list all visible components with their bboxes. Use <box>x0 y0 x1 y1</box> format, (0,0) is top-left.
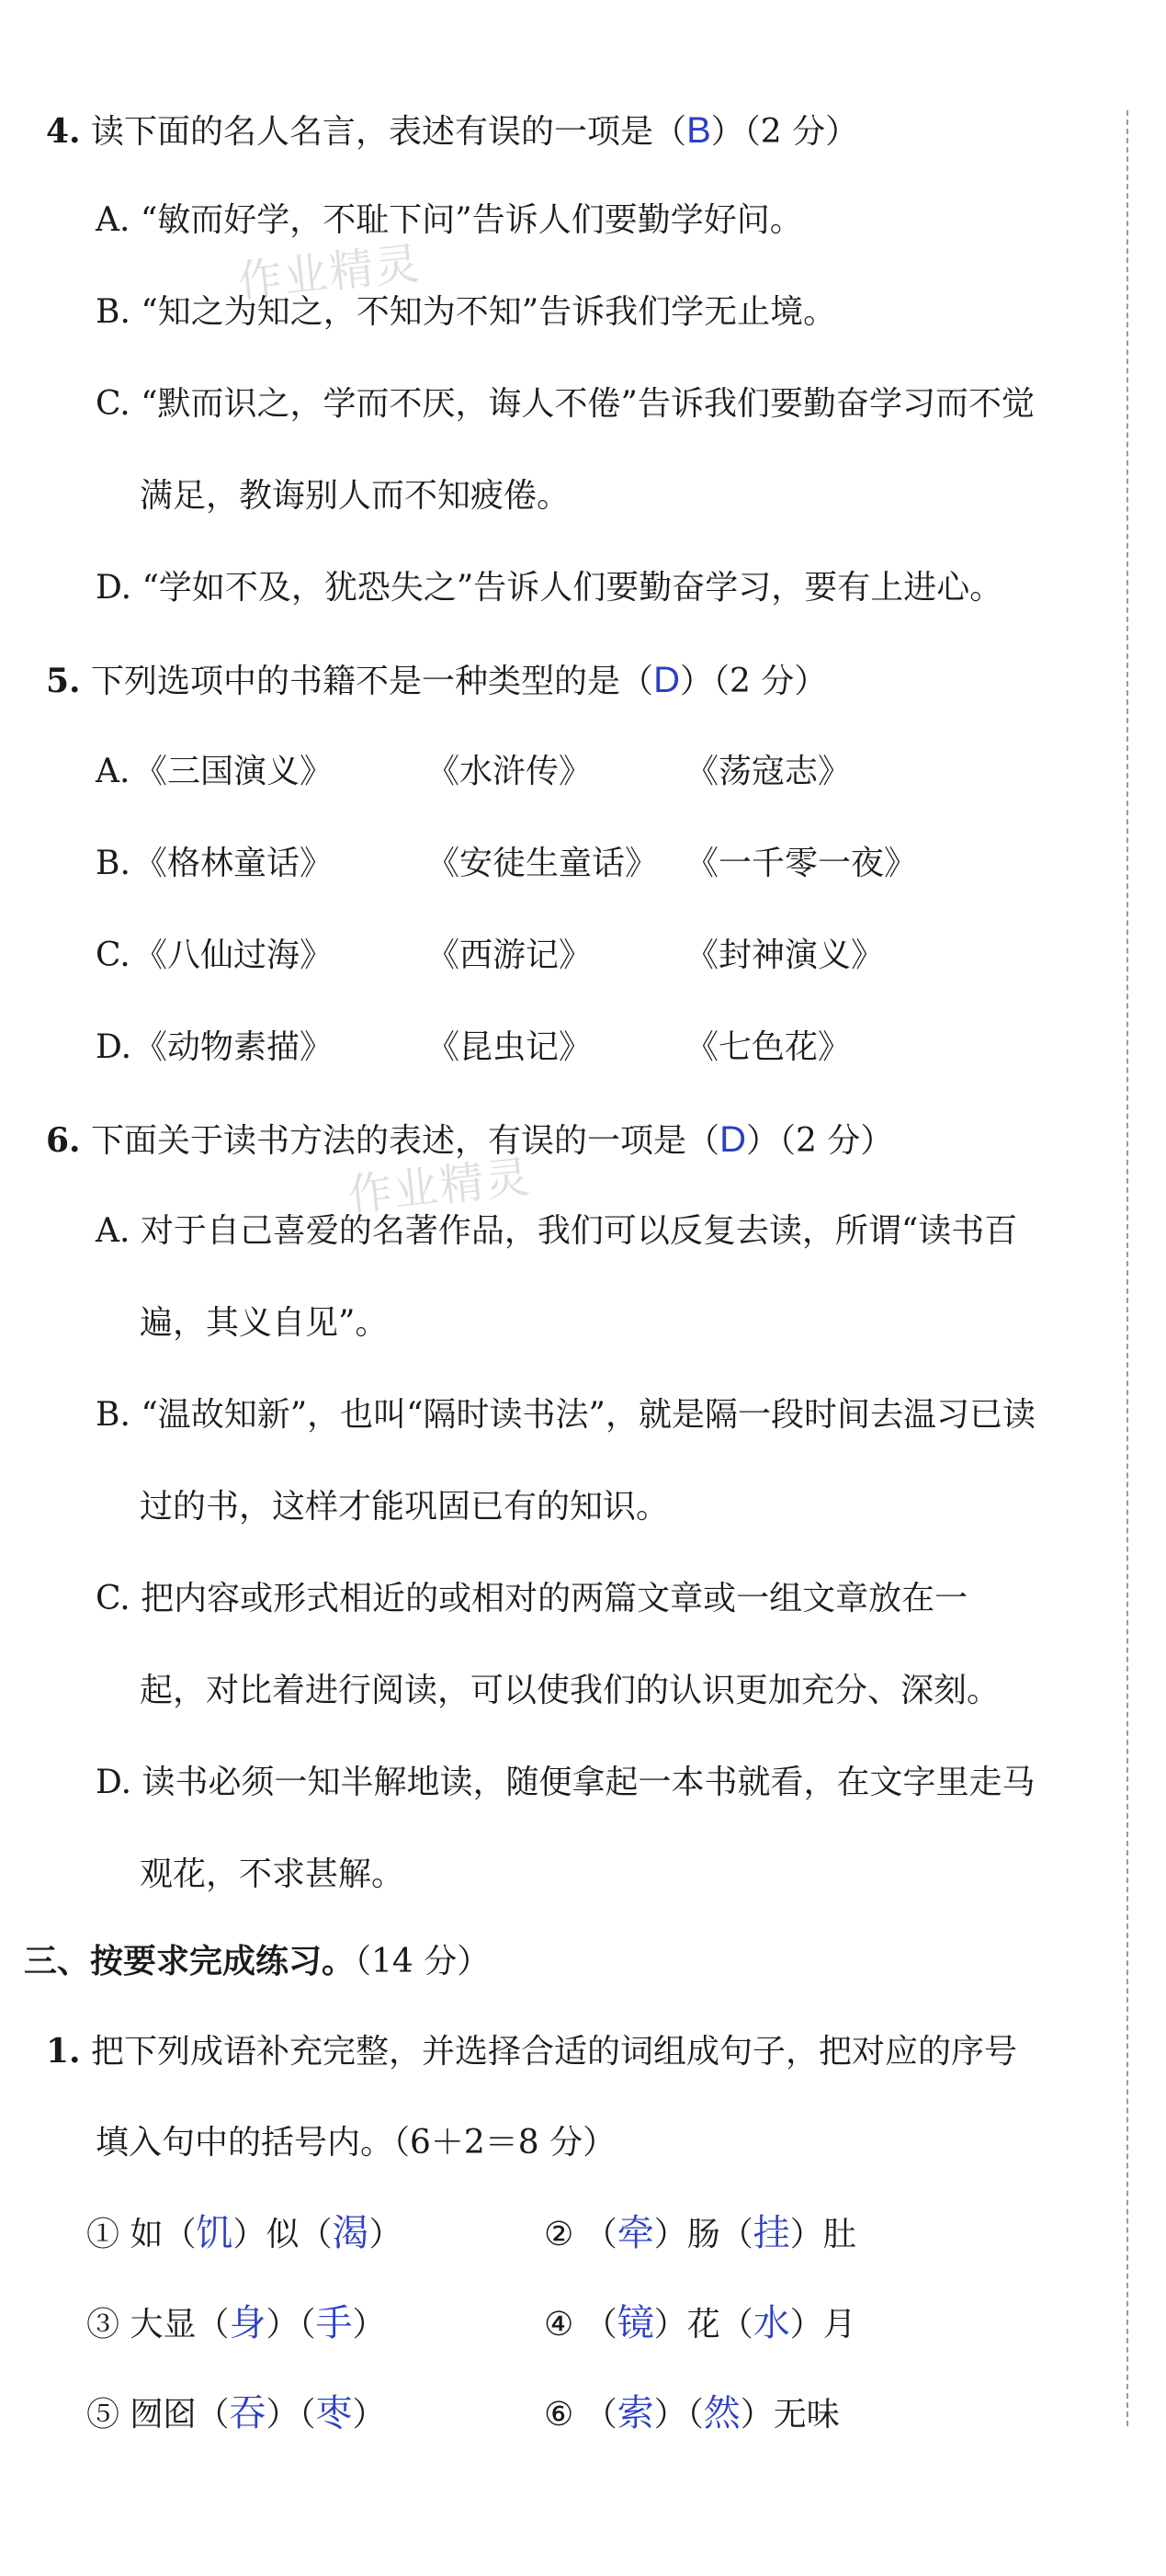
s3q1-stem <box>46 2029 1017 2074</box>
question-score: ）（2 分） <box>679 663 828 700</box>
question-score: ）（2 分） <box>745 1122 894 1160</box>
handwritten-answer: 水 <box>753 2302 790 2344</box>
book-title: 《格林童话》 <box>134 845 334 882</box>
question-stem: 把下列成语补充完整，并选择合适的词组成句子，把对应的序号 <box>91 2033 1018 2071</box>
idiom-text: ）花（ <box>653 2306 753 2343</box>
option-label: B. <box>96 845 130 882</box>
idiom-4 <box>544 2301 856 2347</box>
book-title: 《水浒传》 <box>426 753 593 790</box>
idiom-text: （ <box>583 2396 617 2434</box>
option-label: A. <box>96 753 130 790</box>
handwritten-answer: 渴 <box>332 2212 369 2254</box>
handwritten-answer: 吞 <box>229 2392 266 2434</box>
q6-option-c: C. 把内容或形式相近的或相对的两篇文章或一组文章放在一 <box>96 1580 968 1617</box>
idiom-text: ） <box>352 2396 386 2434</box>
q5-row-b <box>96 842 917 886</box>
book-title: 《动物素描》 <box>134 1028 334 1066</box>
question-number: 5. <box>46 662 81 700</box>
question-number: 6. <box>46 1121 81 1160</box>
q6-option-d-cont: 观花，不求甚解。 <box>140 1855 405 1893</box>
q4-option-b: B. “知之为知之，不知为不知”告诉我们学无止境。 <box>96 293 837 331</box>
q5-row-c <box>96 934 884 978</box>
q6-option-b-cont: 过的书，这样才能巩固已有的知识。 <box>140 1488 670 1526</box>
handwritten-answer: 牵 <box>617 2212 654 2254</box>
question-stem: 下列选项中的书籍不是一种类型的是（ <box>91 663 654 700</box>
q4-option-a: A. “敏而好学，不耻下问”告诉人们要勤学好问。 <box>96 201 803 239</box>
idiom-text: ）肠（ <box>653 2216 753 2253</box>
q6-option-c-cont: 起，对比着进行阅读，可以使我们的认识更加充分、深刻。 <box>140 1672 1001 1709</box>
idiom-text: ）肚 <box>789 2216 856 2253</box>
section-score: （14 分） <box>355 1943 491 1980</box>
handwritten-answer: 枣 <box>315 2392 353 2434</box>
q6-stem <box>46 1118 893 1163</box>
q5-stem <box>46 658 827 704</box>
idiom-number: ② <box>544 2216 574 2253</box>
idiom-text: ） <box>368 2216 402 2253</box>
handwritten-answer: 手 <box>315 2302 353 2344</box>
idiom-1 <box>86 2211 402 2257</box>
q4-option-c: C. “默而识之，学而不厌，诲人不倦”告诉我们要勤奋学习而不觉 <box>96 385 1035 423</box>
question-stem: 读下面的名人名言，表述有误的一项是（ <box>91 113 687 151</box>
section-title: 三、按要求完成练习。 <box>24 1942 356 1980</box>
handwritten-answer: 挂 <box>753 2212 790 2254</box>
s3q1-stem-cont: 填入句中的括号内。（6＋2＝8 分） <box>96 2124 617 2162</box>
book-title: 《荡寇志》 <box>685 753 852 790</box>
handwritten-answer: D <box>653 660 680 700</box>
idiom-2 <box>544 2211 856 2257</box>
idiom-number: ⑥ <box>544 2396 574 2434</box>
idiom-text: 大显（ <box>130 2306 230 2343</box>
q5-row-d <box>96 1026 851 1070</box>
idiom-number: ④ <box>544 2306 574 2343</box>
question-number: 4. <box>46 112 81 151</box>
idiom-number: ③ <box>86 2306 120 2343</box>
idiom-6 <box>544 2391 840 2437</box>
option-label: D. <box>96 1028 132 1066</box>
q4-option-d: D. “学如不及，犹恐失之”告诉人们要勤奋学习，要有上进心。 <box>96 569 1003 607</box>
q4-stem <box>46 108 858 154</box>
book-title: 《三国演义》 <box>134 753 334 790</box>
handwritten-answer: 饥 <box>196 2212 233 2254</box>
book-title: 《昆虫记》 <box>426 1028 593 1066</box>
q5-row-a <box>96 750 851 794</box>
idiom-text: ）无味 <box>740 2396 840 2434</box>
idiom-number: ① <box>86 2216 120 2253</box>
idiom-text: ）月 <box>789 2306 856 2343</box>
idiom-text: ） <box>352 2306 386 2343</box>
idiom-text: ）（ <box>653 2396 704 2434</box>
question-stem: 下面关于读书方法的表述，有误的一项是（ <box>91 1122 720 1160</box>
q6-option-b: B. “温故知新”，也叫“隔时读书法”，就是隔一段时间去温习已读 <box>96 1396 1036 1434</box>
handwritten-answer: 镜 <box>617 2302 654 2344</box>
handwritten-answer: B <box>686 110 711 151</box>
right-fold-line <box>1126 110 1128 2426</box>
idiom-3 <box>86 2301 386 2347</box>
q6-option-a: A. 对于自己喜爱的名著作品，我们可以反复去读，所谓“读书百 <box>96 1212 1018 1250</box>
idiom-text: （ <box>583 2306 617 2343</box>
idiom-text: 囫囵（ <box>130 2396 230 2434</box>
book-title: 《封神演义》 <box>685 936 885 974</box>
question-score: ）（2 分） <box>710 113 859 151</box>
book-title: 《七色花》 <box>685 1028 852 1066</box>
handwritten-answer: 身 <box>229 2302 266 2344</box>
handwritten-answer: 然 <box>703 2392 741 2434</box>
idiom-text: ）（ <box>266 2306 316 2343</box>
idiom-text: ）（ <box>266 2396 316 2434</box>
section-heading <box>24 1939 490 1984</box>
book-title: 《西游记》 <box>426 936 593 974</box>
book-title: 《一千零一夜》 <box>685 845 918 882</box>
q4-option-c-cont: 满足，教诲别人而不知疲倦。 <box>140 477 571 515</box>
idiom-text: 如（ <box>130 2216 197 2253</box>
idiom-text: （ <box>583 2216 617 2253</box>
idiom-text: ）似（ <box>232 2216 333 2253</box>
watermark: 作业精灵 <box>345 1151 534 1222</box>
handwritten-answer: 索 <box>617 2392 654 2434</box>
book-title: 《八仙过海》 <box>134 936 334 974</box>
idiom-5 <box>86 2391 386 2437</box>
q6-option-d: D. 读书必须一知半解地读，随便拿起一本书就看，在文字里走马 <box>96 1764 1036 1801</box>
handwritten-answer: D <box>719 1119 746 1160</box>
question-number: 1. <box>46 2032 81 2071</box>
q6-option-a-cont: 遍，其义自见”。 <box>140 1304 389 1342</box>
book-title: 《安徒生童话》 <box>426 845 659 882</box>
watermark: 作业精灵 <box>235 237 424 309</box>
option-label: C. <box>96 936 130 974</box>
idiom-number: ⑤ <box>86 2396 120 2434</box>
